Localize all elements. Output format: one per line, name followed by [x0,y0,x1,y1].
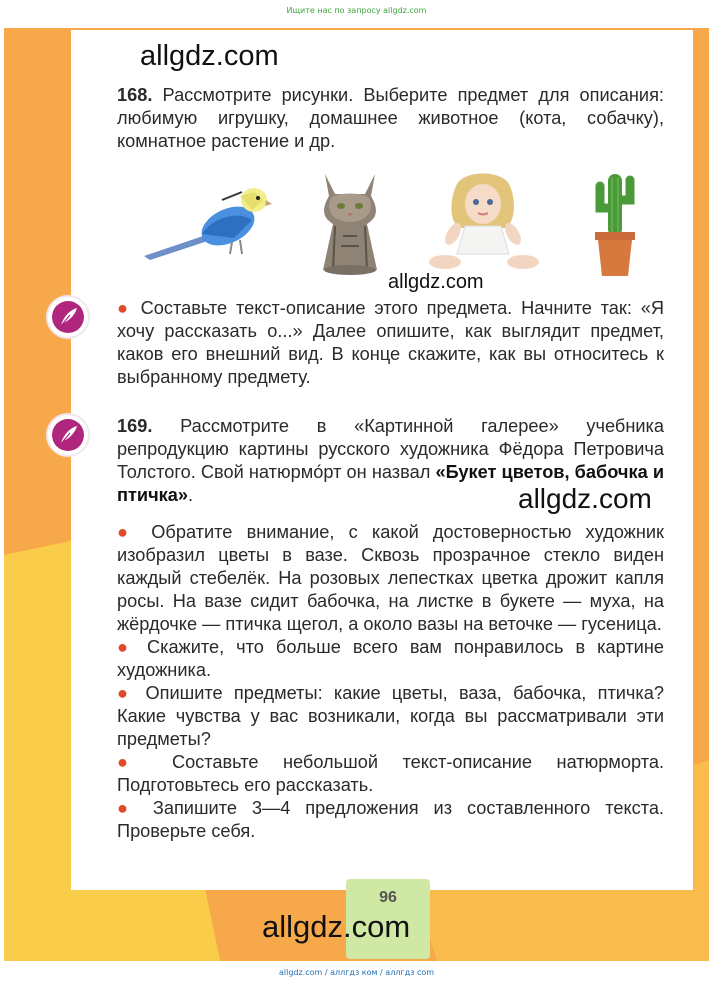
list-item [117,682,664,751]
task-168 [117,297,664,389]
list-item-text: Запишите 3—4 предложения из составленного текста. Проверьте себя. [117,798,664,841]
task-icon-169 [48,415,88,455]
bullet: ● [117,683,135,703]
cat-picture [317,166,383,276]
bottom-banner[interactable]: allgdz.com / аллгдз ком / аллгдз com [278,968,435,977]
list-item [117,636,664,682]
painting-title: «Букет цветов, бабочка и птичка» [117,462,665,505]
list-item-text: Скажите, что больше всего вам понравилось в картине художника. [117,637,664,680]
list-item [117,521,664,636]
watermark: allgdz.com [388,271,484,293]
cactus-picture [592,168,638,278]
list-item-text: Составьте небольшой текст-описание натюрморта. Подготовьтесь его рассказать. [117,752,664,795]
exercise-168 [117,84,664,153]
list-item [117,797,664,843]
doll-picture [425,172,539,272]
feather-pen-icon [52,301,84,333]
watermark: allgdz.com [262,909,411,944]
exercise-text: Рассмотрите в «Картинной галерее» учебника репродукцию картины русского художника Фёдора Петровича Толстого. Свой натюрмо́рт он назвал [117,416,664,482]
exercise-text: Рассмотрите рисунки. Выберите предмет для описания: любимую игрушку, домашнее животное (кота, собачку), комнатное растение и др. [117,85,664,151]
page-number: 96 [379,889,397,906]
watermark: allgdz.com [140,40,279,72]
task-text: Составьте текст-описание этого предмета. Начните так: «Я хочу рассказать о...» Далее опишите, как выглядит предмет, каков его внешний вид. В конце скажите, как вы относитесь к выбранному предмету. [117,298,664,387]
bullet: ● [117,298,132,318]
bullet: ● [117,798,138,818]
list-item-text: Обратите внимание, с какой достоверностью художник изобразил цветы в вазе. Сквозь прозрачное стекло виден каждый стебелёк. На розовых лепестках цветка дрожит капля росы. На вазе сидит бабочка, на листке в букете — муха, на жёрдочке — птичка щегол, а около вазы на веточке — гусеница. [117,522,664,634]
task-icon-168 [48,297,88,337]
bullet: ● [117,522,138,542]
watermark: allgdz.com [518,483,652,514]
list-item-text: Опишите предметы: какие цветы, ваза, бабочка, птичка? Какие чувства у вас возникали, когда вы рассматривали эти предметы? [117,683,664,749]
list-item [117,751,664,797]
exercise-number: 168. [117,85,153,105]
exercise-number: 169. [117,416,153,436]
exercise-tail: . [187,485,194,505]
feather-pen-icon [52,419,84,451]
bullet: ● [117,637,135,657]
parrot-picture [142,178,274,262]
bullet: ● [117,752,148,772]
top-banner[interactable]: Ищите нас по запросу allgdz.com [286,6,427,15]
bullet-list-169 [117,521,664,843]
